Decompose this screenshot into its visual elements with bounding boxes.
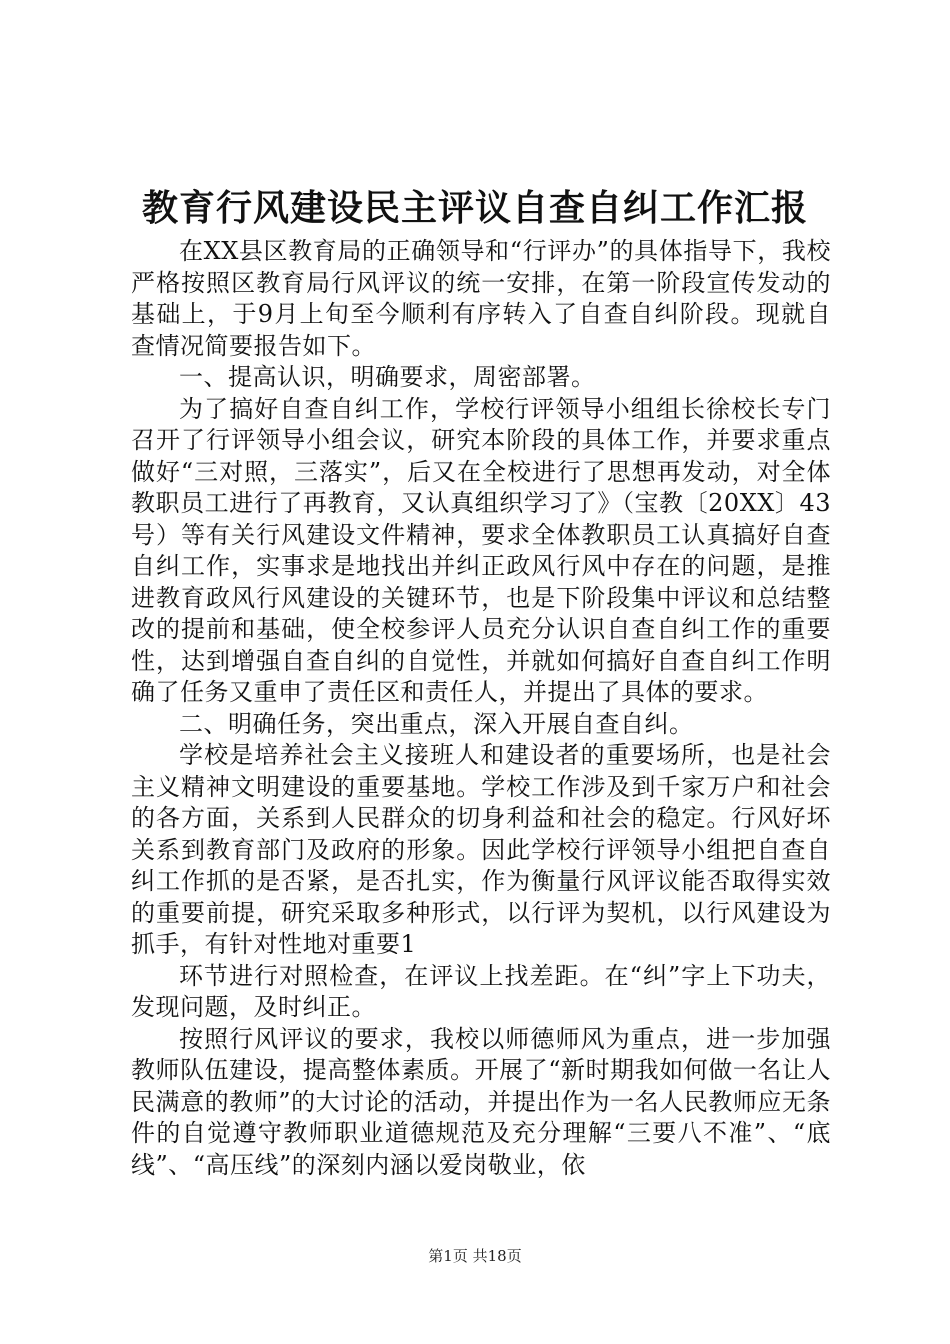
- paragraph-section-1: 为了搞好自查自纠工作，学校行评领导小组组长徐校长专门召开了行评领导小组会议，研究本阶段的具体工作，并要求重点做好“三对照，三落实”，后又在全校进行了思想再发动，对全体教职员工进行了再教育，又认真组织学习了》（宝教〔20XX〕43号）等有关行风建设文件精神，要求全体教职员工认真搞好自查自纠工作，实事求是地找出并纠正政风行风中存在的问题，是推进教育政风行风建设的关键环节，也是下阶段集中评议和总结整改的提前和基础，使全校参评人员充分认识自查自纠工作的重要性，达到增强自查自纠的自觉性，并就如何搞好自查自纠工作明确了任务又重申了责任区和责任人，并提出了具体的要求。: [131, 394, 831, 706]
- document-body: [131, 236, 831, 1181]
- paragraph-continuation: 环节进行对照检查，在评议上找差距。在“纠”字上下功夫，发现问题，及时纠正。: [131, 961, 831, 1021]
- page-number-footer: 第1页 共18页: [428, 1247, 522, 1265]
- paragraph-teacher-ethics: 按照行风评议的要求，我校以师德师风为重点，进一步加强教师队伍建设，提高整体素质。开展了“新时期我如何做一名让人民满意的教师”的大讨论的活动，并提出作为一名人民教师应无条件的自觉遵守教师职业道德规范及充分理解“三要八不准”、“底线”、“高压线”的深刻内涵以爱岗敬业，依: [131, 1024, 831, 1179]
- paragraph-section-2: 学校是培养社会主义接班人和建设者的重要场所，也是社会主义精神文明建设的重要基地。学校工作涉及到千家万户和社会的各方面，关系到人民群众的切身利益和社会的稳定。行风好坏关系到教育部门及政府的形象。因此学校行评领导小组把自查自纠工作抓的是否紧，是否扎实，作为衡量行风评议能否取得实效的重要前提，研究采取多种形式，以行评为契机，以行风建设为抓手，有针对性地对重要1: [131, 741, 831, 958]
- section-heading-1: 一、提高认识，明确要求，周密部署。: [179, 363, 596, 391]
- paragraph-intro: 在XX县区教育局的正确领导和“行评办”的具体指导下，我校严格按照区教育局行风评议的统一安排，在第一阶段宣传发动的基础上，于9月上旬至今顺利有序转入了自查自纠阶段。现就自查情况简要报告如下。: [131, 237, 831, 360]
- section-heading-2: 二、明确任务，突出重点，深入开展自查自纠。: [179, 709, 694, 738]
- document-title: 教育行风建设民主评议自查自纠工作汇报: [141, 187, 808, 229]
